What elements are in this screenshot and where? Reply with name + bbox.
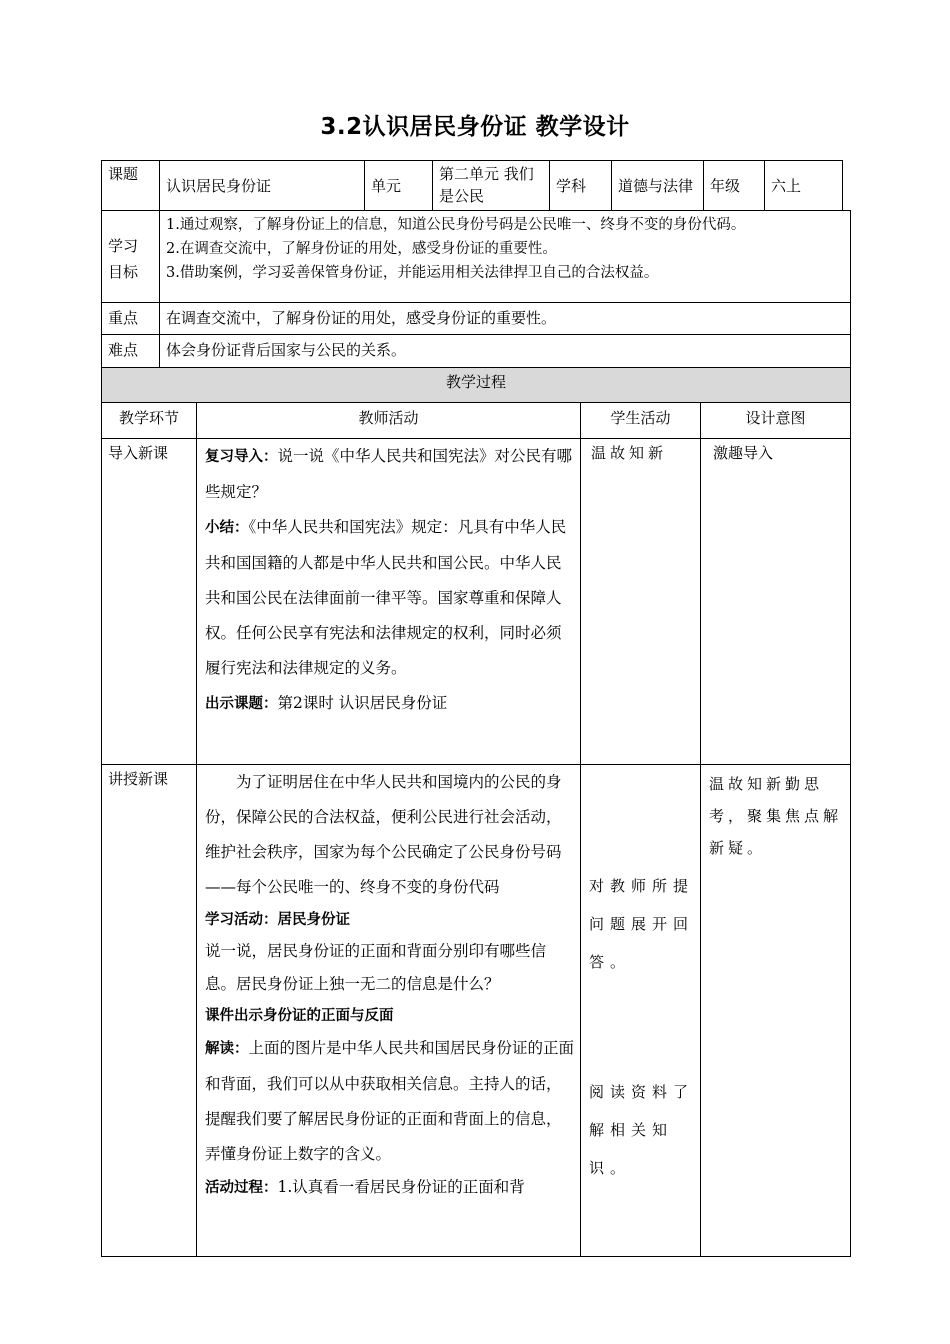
subject-label: 学科	[550, 161, 612, 211]
unit-value: 第二单元 我们是公民	[433, 161, 550, 211]
process-heading: 教学过程	[102, 368, 851, 403]
key-point-label: 重点	[102, 303, 160, 335]
activity-text: 说一说，居民身份证的正面和背面分别印有哪些信息。居民身份证上独一无二的信息是什么？	[205, 942, 547, 993]
intro-paragraph: 为了证明居住在中华人民共和国境内的公民的身份，保障公民的合法权益，便利公民进行社会活动，维护社会秩序，国家为每个公民确定了公民身份号码——每个公民唯一的、终身不变的身份代码	[205, 773, 562, 896]
student-reading: 阅读资料了解相关知识。	[589, 1083, 695, 1177]
col-intent: 设计意图	[701, 403, 851, 439]
process-label: 活动过程：	[205, 1180, 278, 1196]
col-student: 学生活动	[581, 403, 701, 439]
review-text: 说一说《中华人民共和国宪法》对公民有哪些规定？	[205, 447, 573, 501]
objectives-label: 学习目标	[102, 211, 160, 303]
student-answer: 对教师所提问题展开回答。	[589, 877, 695, 971]
courseware-note: 课件出示身份证的正面与反面	[205, 1008, 394, 1024]
unit-label: 单元	[365, 161, 433, 211]
objective-item: 2.在调查交流中，了解身份证的用处，感受身份证的重要性。	[166, 241, 557, 257]
teacher-activity-teach	[197, 765, 581, 1257]
show-text: 第2课时 认识居民身份证	[277, 694, 448, 712]
col-stage: 教学环节	[102, 403, 197, 439]
grade-label: 年级	[704, 161, 765, 211]
page-title: 3.2认识居民身份证 教学设计	[320, 114, 630, 140]
intent-intro: 激趣导入	[701, 439, 851, 765]
summary-text: 《中华人民共和国宪法》规定：凡具有中华人民共和国国籍的人都是中华人民共和国公民。中华人民共和国公民在法律面前一律平等。国家尊重和保障人权。任何公民享有宪法和法律规定的权利，同时必须履行宪法和法律规定的义务。	[205, 518, 567, 677]
activity-title: 学习活动：居民身份证	[205, 912, 350, 928]
key-point-value: 在调查交流中，了解身份证的用处，感受身份证的重要性。	[160, 303, 851, 335]
topic-label: 课题	[102, 161, 160, 211]
show-label: 出示课题：	[205, 696, 278, 712]
difficulty-value: 体会身份证背后国家与公民的关系。	[160, 335, 851, 368]
stage-intro: 导入新课	[102, 439, 197, 765]
summary-label: 小结：	[205, 520, 249, 536]
interpret-text: 上面的图片是中华人民共和国居民身份证的正面和背面，我们可以从中获取相关信息。主持人的话，提醒我们要了解居民身份证的正面和背面上的信息，弄懂身份证上数字的含义。	[205, 1039, 575, 1163]
process-table	[101, 367, 851, 1257]
interpret-label: 解读：	[205, 1041, 249, 1057]
objective-item: 1.通过观察，了解身份证上的信息，知道公民身份号码是公民唯一、终身不变的身份代码。	[166, 217, 746, 233]
objectives-list	[160, 211, 851, 303]
review-label: 复习导入：	[205, 449, 278, 465]
teacher-activity-intro	[197, 439, 581, 765]
goals-table	[101, 210, 851, 368]
difficulty-label: 难点	[102, 335, 160, 368]
stage-teach: 讲授新课	[102, 765, 197, 1257]
student-activity-teach	[581, 765, 701, 1257]
col-teacher: 教师活动	[197, 403, 581, 439]
objective-item: 3.借助案例，学习妥善保管身份证，并能运用相关法律捍卫自己的合法权益。	[166, 265, 659, 281]
student-activity-intro: 温故知新	[581, 439, 701, 765]
process-text: 1.认真看一看居民身份证的正面和背	[277, 1178, 525, 1196]
intent-teach: 温故知新勤思考，聚集焦点解新疑。	[701, 765, 851, 1257]
topic-value: 认识居民身份证	[160, 161, 365, 211]
grade-value: 六上	[765, 161, 843, 211]
info-table	[101, 160, 843, 211]
subject-value: 道德与法律	[612, 161, 704, 211]
